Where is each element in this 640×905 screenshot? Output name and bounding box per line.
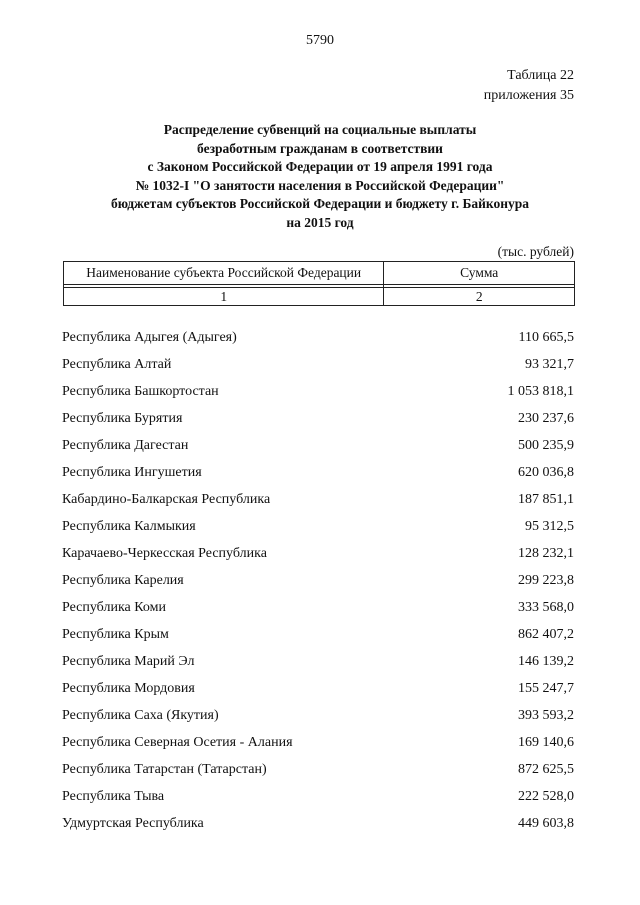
region-name: Карачаево-Черкесская Республика	[62, 546, 267, 561]
title-line: на 2015 год	[286, 214, 354, 230]
region-name: Республика Тыва	[62, 789, 165, 804]
table-reference-line: приложения 35	[483, 88, 574, 103]
table-row	[62, 354, 574, 381]
title-line: безработным гражданам в соответствии	[197, 140, 443, 156]
table-row	[62, 813, 574, 840]
table-reference-line: Таблица 22	[507, 68, 574, 83]
region-amount: 169 140,6	[518, 735, 574, 750]
header-row	[64, 262, 575, 285]
page-number: 5790	[306, 33, 334, 48]
table-row	[62, 543, 574, 570]
region-name: Республика Северная Осетия - Алания	[62, 735, 293, 750]
region-amount: 128 232,1	[518, 546, 574, 561]
table-row	[62, 327, 574, 354]
table-header	[63, 261, 575, 306]
table-row	[62, 732, 574, 759]
region-name: Республика Адыгея (Адыгея)	[62, 330, 237, 345]
table-row	[62, 381, 574, 408]
table-row	[62, 651, 574, 678]
table-row	[62, 624, 574, 651]
title-line: с Законом Российской Федерации от 19 апреля 1991 года	[147, 159, 493, 175]
table-body	[62, 327, 574, 840]
region-amount: 500 235,9	[518, 438, 574, 453]
region-amount: 93 321,7	[525, 357, 574, 372]
region-amount: 95 312,5	[525, 519, 574, 534]
region-amount: 872 625,5	[518, 762, 574, 777]
region-amount: 187 851,1	[518, 492, 574, 507]
table-row	[62, 786, 574, 813]
table-row	[62, 759, 574, 786]
region-amount: 862 407,2	[518, 627, 574, 642]
title-line: № 1032-I "О занятости населения в Российской Федерации"	[135, 177, 505, 193]
region-name: Республика Саха (Якутия)	[62, 708, 219, 723]
region-name: Республика Бурятия	[62, 411, 183, 426]
column-number-1: 1	[64, 288, 384, 306]
region-amount: 393 593,2	[518, 708, 574, 723]
table-row	[62, 597, 574, 624]
region-name: Республика Карелия	[62, 573, 184, 588]
region-amount: 230 237,6	[518, 411, 574, 426]
region-name: Республика Калмыкия	[62, 519, 196, 534]
table-row	[62, 462, 574, 489]
region-name: Республика Мордовия	[62, 681, 195, 696]
table-row	[62, 516, 574, 543]
region-amount: 1 053 818,1	[507, 384, 574, 399]
region-amount: 146 139,2	[518, 654, 574, 669]
table-reference	[484, 66, 574, 106]
region-name: Удмуртская Республика	[62, 816, 204, 831]
header-name: Наименование субъекта Российской Федерации	[64, 262, 384, 285]
region-name: Кабардино-Балкарская Республика	[62, 492, 271, 507]
region-amount: 333 568,0	[518, 600, 574, 615]
region-name: Республика Дагестан	[62, 438, 189, 453]
region-amount: 620 036,8	[518, 465, 574, 480]
title-line: Распределение субвенций на социальные выплаты	[163, 122, 477, 137]
region-name: Республика Марий Эл	[62, 654, 195, 669]
region-amount: 155 247,7	[518, 681, 574, 696]
column-number-2: 2	[384, 288, 575, 306]
region-name: Республика Башкортостан	[62, 384, 219, 399]
table-row	[62, 489, 574, 516]
region-amount: 449 603,8	[518, 816, 574, 831]
region-name: Республика Алтай	[62, 357, 172, 372]
unit-label: (тыс. рублей)	[497, 244, 574, 259]
region-name: Республика Крым	[62, 627, 169, 642]
table-row	[62, 678, 574, 705]
title-line: бюджетам субъектов Российской Федерации и бюджету г. Байконура	[110, 196, 530, 212]
region-name: Республика Татарстан (Татарстан)	[62, 762, 267, 777]
table-row	[62, 435, 574, 462]
column-number-row	[64, 288, 575, 306]
region-amount: 222 528,0	[518, 789, 574, 804]
table-row	[62, 570, 574, 597]
region-amount: 299 223,8	[518, 573, 574, 588]
region-name: Республика Ингушетия	[62, 465, 202, 480]
header-sum: Сумма	[384, 262, 575, 285]
document-title	[40, 121, 600, 233]
table-row	[62, 408, 574, 435]
region-name: Республика Коми	[62, 600, 166, 615]
table-row	[62, 705, 574, 732]
region-amount: 110 665,5	[518, 330, 574, 345]
